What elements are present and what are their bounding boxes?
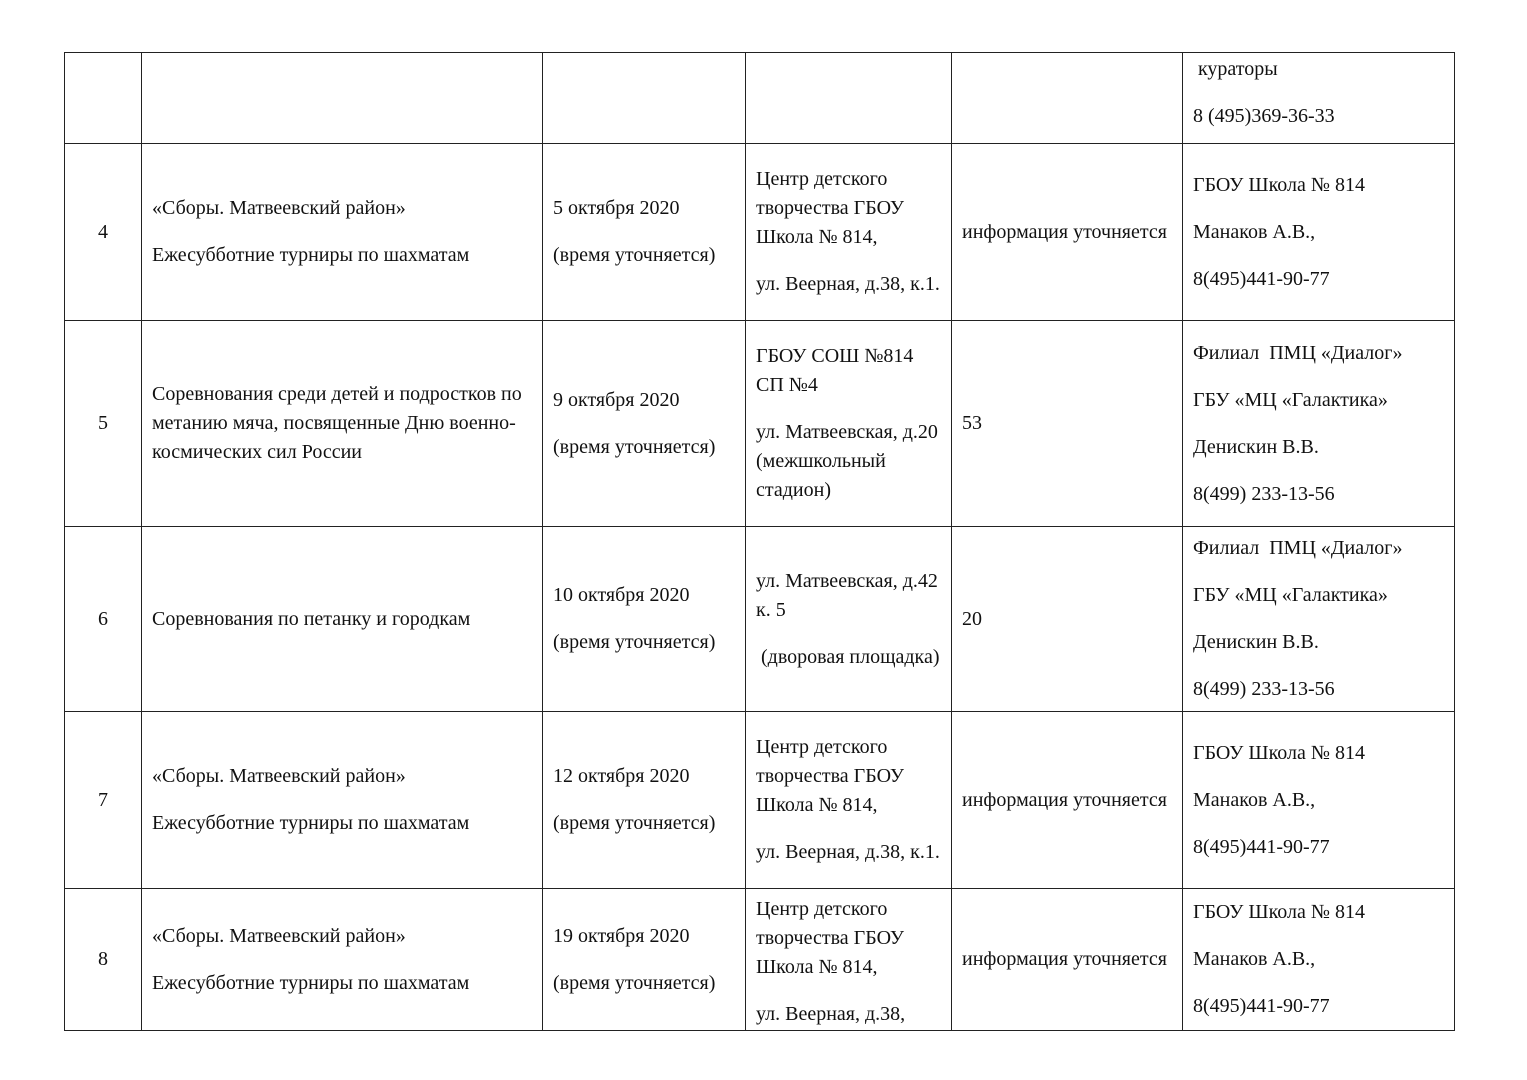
organizer-name: ГБОУ Школа № 814 bbox=[1193, 901, 1365, 923]
table-row bbox=[65, 321, 1455, 527]
place-cell bbox=[746, 321, 952, 527]
table-row bbox=[65, 712, 1455, 889]
organizer-contact: Денискин В.В. bbox=[1193, 631, 1319, 653]
organizer-institution: ГБУ «МЦ «Галактика» bbox=[1193, 584, 1388, 606]
event-cell bbox=[142, 53, 543, 144]
participants-cell bbox=[952, 712, 1183, 889]
place-address: ул. Матвеевская, д.20 (межшкольный стадион) bbox=[756, 421, 938, 501]
place-address: ул. Веерная, д.38, к.1. bbox=[756, 841, 940, 863]
place-name: ГБОУ СОШ №814 СП №4 bbox=[756, 345, 914, 396]
event-title: Соревнования среди детей и подростков по метанию мяча, посвященные Дню военно-космических сил России bbox=[152, 383, 522, 463]
organizer-contact: Манаков А.В., bbox=[1193, 788, 1316, 811]
participants-cell bbox=[952, 144, 1183, 321]
participants-value: информация уточняется bbox=[962, 788, 1167, 811]
participants-cell bbox=[952, 527, 1183, 712]
event-title: «Сборы. Матвеевский район» bbox=[152, 765, 406, 787]
place-address: ул. Веерная, д.38, к.1. bbox=[756, 273, 940, 295]
event-subtitle: Ежесубботние турниры по шахматам bbox=[152, 244, 470, 266]
organizer-institution: ГБУ «МЦ «Галактика» bbox=[1193, 388, 1388, 411]
date-cell bbox=[543, 527, 746, 712]
event-time-note: (время уточняется) bbox=[553, 435, 716, 458]
organizer-name: ГБОУ Школа № 814 bbox=[1193, 173, 1365, 196]
event-cell bbox=[142, 321, 543, 527]
place-name: Центр детского творчества ГБОУ Школа № 814, bbox=[756, 168, 905, 248]
organizer-phone: 8(495)441-90-77 bbox=[1193, 267, 1330, 290]
organizer-contact: Денискин В.В. bbox=[1193, 435, 1319, 458]
organizer-phone: 8(495)441-90-77 bbox=[1193, 995, 1330, 1017]
organizer-cell bbox=[1183, 53, 1455, 144]
row-number-cell: 7 bbox=[65, 712, 142, 889]
date-cell bbox=[543, 321, 746, 527]
table-row bbox=[65, 527, 1455, 712]
event-date: 5 октября 2020 bbox=[553, 197, 680, 219]
organizer-name: Филиал ПМЦ «Диалог» bbox=[1193, 537, 1403, 559]
organizer-phone: 8(499) 233-13-56 bbox=[1193, 678, 1335, 700]
participants-value: 20 bbox=[962, 607, 982, 630]
organizer-name: ГБОУ Школа № 814 bbox=[1193, 741, 1365, 764]
place-cell bbox=[746, 527, 952, 712]
date-cell bbox=[543, 53, 746, 144]
event-subtitle: Ежесубботние турниры по шахматам bbox=[152, 812, 470, 834]
date-cell bbox=[543, 144, 746, 321]
event-time-note: (время уточняется) bbox=[553, 244, 716, 266]
event-date: 9 октября 2020 bbox=[553, 388, 680, 411]
place-cell bbox=[746, 144, 952, 321]
table-row bbox=[65, 144, 1455, 321]
date-cell bbox=[543, 712, 746, 889]
events-table bbox=[64, 52, 1455, 1031]
participants-value: информация уточняется bbox=[962, 220, 1167, 243]
event-time-note: (время уточняется) bbox=[553, 971, 716, 994]
event-time-note: (время уточняется) bbox=[553, 812, 716, 834]
organizer-cell bbox=[1183, 321, 1455, 527]
event-subtitle: Ежесубботние турниры по шахматам bbox=[152, 971, 470, 994]
event-date: 19 октября 2020 bbox=[553, 924, 690, 947]
event-title: «Сборы. Матвеевский район» bbox=[152, 197, 406, 219]
organizer-cell bbox=[1183, 527, 1455, 712]
event-cell bbox=[142, 527, 543, 712]
place-name: Центр детского творчества ГБОУ Школа № 814, bbox=[756, 898, 905, 978]
organizer-phone: 8(495)441-90-77 bbox=[1193, 835, 1330, 858]
event-date: 12 октября 2020 bbox=[553, 765, 690, 787]
row-number-cell bbox=[65, 53, 142, 144]
row-number-cell: 6 bbox=[65, 527, 142, 712]
organizer-cell bbox=[1183, 889, 1455, 1031]
row-number-cell: 4 bbox=[65, 144, 142, 321]
organizer-contact: Манаков А.В., bbox=[1193, 220, 1316, 243]
participants-cell bbox=[952, 889, 1183, 1031]
participants-cell bbox=[952, 321, 1183, 527]
participants-value: информация уточняется bbox=[962, 948, 1167, 970]
place-cell bbox=[746, 712, 952, 889]
event-date: 10 октября 2020 bbox=[553, 584, 690, 606]
place-address: ул. Веерная, д.38, bbox=[756, 1003, 906, 1025]
organizer-phone: 8 (495)369-36-33 bbox=[1193, 105, 1335, 127]
participants-value: 53 bbox=[962, 412, 982, 434]
event-cell bbox=[142, 889, 543, 1031]
organizer-phone: 8(499) 233-13-56 bbox=[1193, 482, 1335, 505]
organizer-contact: Манаков А.В., bbox=[1193, 948, 1316, 970]
table-row bbox=[65, 53, 1455, 144]
organizer-cell bbox=[1183, 712, 1455, 889]
place-address: ул. Матвеевская, д.42 к. 5 bbox=[756, 569, 938, 621]
event-title: «Сборы. Матвеевский район» bbox=[152, 924, 406, 947]
organizer-name: Филиал ПМЦ «Диалог» bbox=[1193, 341, 1403, 364]
place-name: Центр детского творчества ГБОУ Школа № 814, bbox=[756, 736, 905, 816]
date-cell bbox=[543, 889, 746, 1031]
event-cell bbox=[142, 144, 543, 321]
table-row bbox=[65, 889, 1455, 1031]
row-number-cell: 8 bbox=[65, 889, 142, 1031]
event-title: Соревнования по петанку и городкам bbox=[152, 607, 471, 630]
organizer-line: кураторы bbox=[1193, 58, 1278, 80]
row-number-cell: 5 bbox=[65, 321, 142, 527]
participants-cell bbox=[952, 53, 1183, 144]
event-cell bbox=[142, 712, 543, 889]
organizer-cell bbox=[1183, 144, 1455, 321]
place-note: (дворовая площадка) bbox=[756, 645, 940, 668]
place-cell bbox=[746, 53, 952, 144]
event-time-note: (время уточняется) bbox=[553, 631, 716, 653]
place-cell bbox=[746, 889, 952, 1031]
